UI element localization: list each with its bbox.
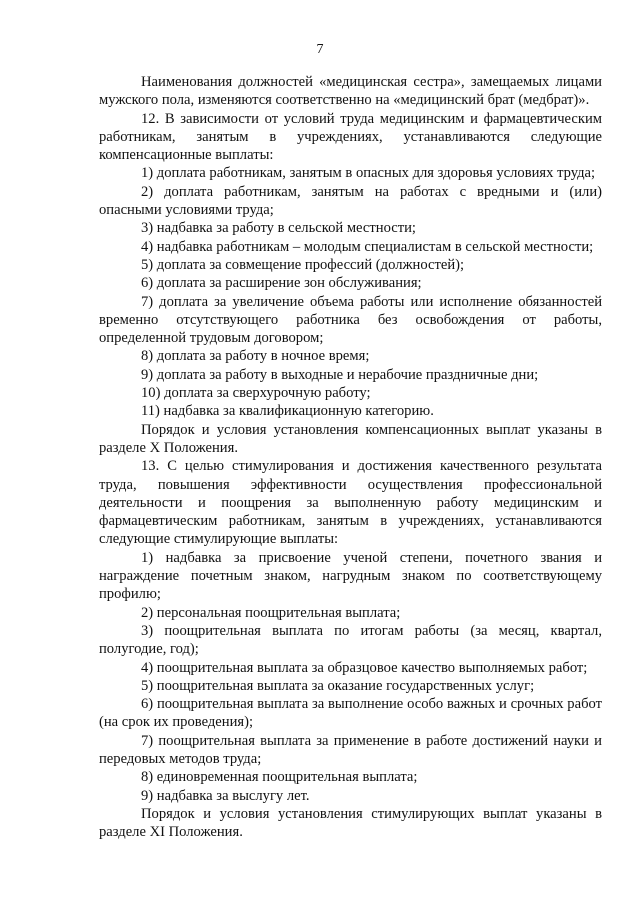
list-item: 3) поощрительная выплата по итогам работы (за месяц, квартал, полугодие, год); xyxy=(99,622,602,658)
paragraph: Порядок и условия установления компенсационных выплат указаны в разделе X Положения. xyxy=(99,421,602,456)
list-item: 1) доплата работникам, занятым в опасных для здоровья условиях труда; xyxy=(141,165,596,182)
paragraph: Порядок и условия установления стимулирующих выплат указаны в разделе XI Положения. xyxy=(99,805,602,841)
paragraph: 12. В зависимости от условий труда медицинским и фармацевтическим работникам, занятым в учреждениях, устанавливаются следующие компенсационные выплаты: xyxy=(99,110,602,164)
list-item: 9) доплата за работу в выходные и нерабочие праздничные дни; xyxy=(141,366,539,383)
list-item: 4) надбавка работникам – молодым специалистам в сельской местности; xyxy=(141,238,594,255)
paragraph: Наименования должностей «медицинская сестра», замещаемых лицами мужского пола, изменяются соответственно на «медицинский брат (медбрат)». xyxy=(99,74,602,109)
list-item: 9) надбавка за выслугу лет. xyxy=(141,787,310,804)
list-item: 4) поощрительная выплата за образцовое качество выполняемых работ; xyxy=(141,659,588,676)
list-item: 8) доплата за работу в ночное время; xyxy=(141,348,370,365)
list-item: 8) единовременная поощрительная выплата; xyxy=(141,769,418,786)
list-item: 2) доплата работникам, занятым на работах с вредными и (или) опасными условиями труда; xyxy=(99,183,602,219)
list-item: 2) персональная поощрительная выплата; xyxy=(141,604,401,621)
list-item: 7) поощрительная выплата за применение в работе достижений науки и передовых методов труда; xyxy=(99,732,602,767)
list-item: 11) надбавка за квалификационную категорию. xyxy=(141,403,434,420)
list-item: 3) надбавка за работу в сельской местности; xyxy=(141,220,416,237)
list-item: 1) надбавка за присвоение ученой степени, почетного звания и награждение почетным знаком, нагрудным знаком по соответствующему профилю; xyxy=(99,549,602,603)
list-item: 5) доплата за совмещение профессий (должностей); xyxy=(141,256,465,273)
list-item: 7) доплата за увеличение объема работы или исполнение обязанностей временно отсутствующего работника без освобождения от работы, определенной трудовым договором; xyxy=(99,293,602,347)
list-item: 10) доплата за сверхурочную работу; xyxy=(141,385,371,402)
paragraph: 13. С целью стимулирования и достижения качественного результата труда, повышения эффективности осуществления профессиональной деятельности и поощрения за выполненную работу медицинским и фармацевтическим работникам, занятым в учреждениях, устанавливаются следующие стимулирующие выплаты: xyxy=(99,458,602,548)
list-item: 6) поощрительная выплата за выполнение особо важных и срочных работ (на срок их проведения); xyxy=(99,696,602,731)
list-item: 5) поощрительная выплата за оказание государственных услуг; xyxy=(141,677,535,694)
document-body xyxy=(99,73,602,841)
list-item: 6) доплата за расширение зон обслуживания; xyxy=(141,275,422,292)
page-number: 7 xyxy=(316,42,324,57)
